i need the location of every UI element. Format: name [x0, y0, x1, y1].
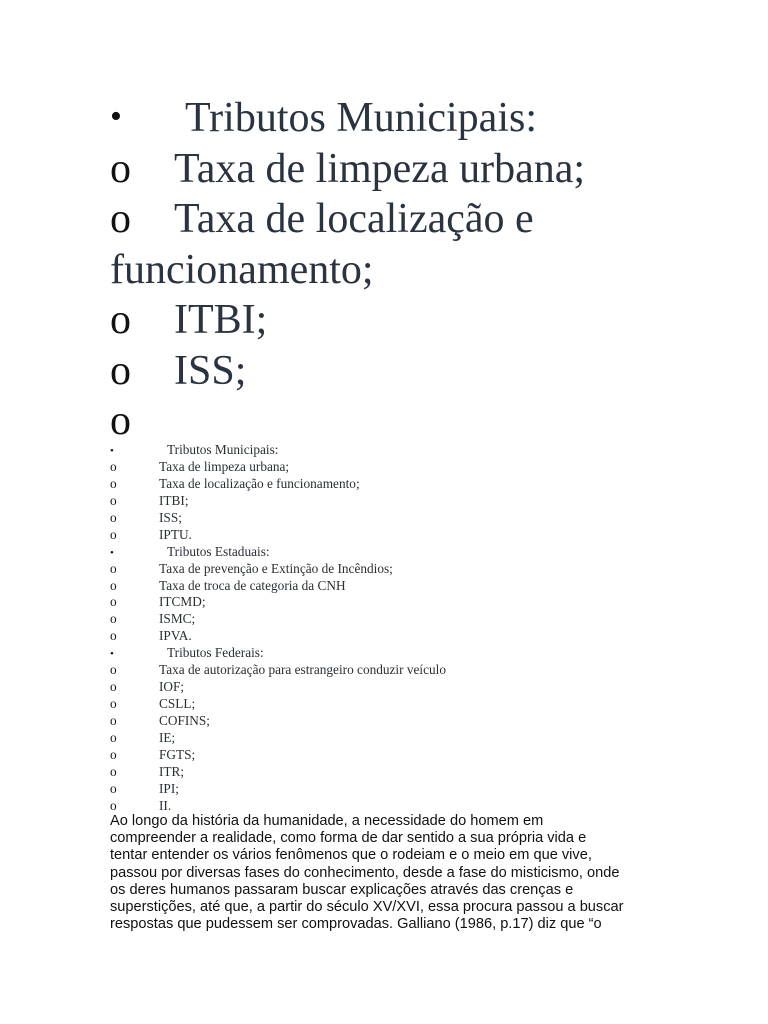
list-item: [110, 628, 670, 645]
list-item-text: Taxa de autorização para estrangeiro conduzir veículo: [159, 662, 447, 678]
list-item-text: ISMC;: [159, 611, 196, 627]
list-item-text: IPTU.: [159, 526, 192, 542]
list-item: [110, 493, 670, 510]
list-item-text: ITBI;: [174, 297, 268, 343]
sub-bullet-marker: o: [110, 145, 131, 192]
list-item: [110, 730, 670, 747]
list-item-text: Taxa de troca de categoria da CNH: [159, 577, 346, 593]
paragraph-line: os deres humanos passaram buscar explicações através das crenças e: [110, 881, 574, 898]
list-item-text: ISS;: [159, 509, 182, 525]
list-item-text: ITBI;: [159, 492, 189, 508]
large-tax-list: [110, 92, 730, 447]
list-item: [110, 713, 670, 730]
list-item-text: CSLL;: [159, 696, 196, 712]
list-item-text: II.: [159, 797, 172, 813]
list-item: [110, 510, 670, 527]
list-item-text: COFINS;: [159, 713, 210, 728]
sub-bullet-marker: o: [110, 492, 117, 508]
list-item: [110, 346, 730, 397]
list-item: [110, 764, 670, 781]
paragraph-line: superstições, até que, a partir do século XV/XVI, essa procura passou a buscar: [110, 899, 624, 916]
list-item: [110, 295, 730, 346]
list-heading: Tributos Federais:: [167, 645, 264, 661]
sub-bullet-marker: o: [110, 297, 131, 343]
sub-bullet-marker: o: [110, 594, 117, 610]
sub-bullet-marker: o: [110, 509, 117, 525]
list-heading: Tributos Municipais:: [167, 442, 279, 457]
sub-bullet-marker: o: [110, 696, 117, 712]
body-paragraph: [110, 813, 670, 933]
small-tax-list: [110, 442, 670, 815]
list-item: [110, 611, 670, 628]
list-item: [110, 747, 670, 764]
sub-bullet-marker: o: [110, 611, 117, 627]
sub-bullet-marker: o: [110, 458, 117, 474]
list-item: [110, 476, 670, 493]
list-item-text: Taxa de prevenção e Extinção de Incêndios;: [159, 560, 393, 576]
sub-bullet-marker: o: [110, 797, 117, 813]
bullet-marker: •: [110, 546, 114, 559]
list-item: [110, 578, 670, 595]
sub-bullet-marker: o: [110, 713, 117, 728]
sub-bullet-marker: o: [110, 662, 117, 678]
bullet-marker: •: [110, 445, 114, 457]
sub-bullet-marker: o: [110, 398, 131, 444]
list-item: [110, 459, 670, 476]
sub-bullet-marker: o: [110, 729, 117, 745]
sub-bullet-marker: o: [110, 526, 117, 542]
list-item: [110, 194, 730, 295]
paragraph-line: Ao longo da história da humanidade, a necessidade do homem em: [110, 813, 544, 829]
list-item-text: Taxa de localização e funcionamento;: [159, 475, 360, 491]
list-item: [110, 396, 730, 447]
list-heading: Tributos Municipais:: [185, 95, 537, 141]
sub-bullet-marker: o: [110, 196, 131, 242]
list-item: [110, 781, 670, 798]
sub-bullet-marker: o: [110, 628, 117, 644]
list-item-text: IOF;: [159, 679, 185, 695]
list-item-text: ISS;: [174, 347, 247, 394]
list-item-text: IE;: [159, 729, 176, 745]
paragraph-line: compreender a realidade, como forma de dar sentido a sua própria vida e: [110, 830, 587, 847]
list-item: [110, 527, 670, 544]
list-item-text: Taxa de limpeza urbana;: [159, 458, 290, 474]
list-item: [110, 561, 670, 578]
list-item: [110, 696, 670, 713]
sub-bullet-marker: o: [110, 347, 131, 394]
list-item-text: Taxa de limpeza urbana;: [174, 145, 586, 192]
list-heading-row: [110, 442, 670, 459]
sub-bullet-marker: o: [110, 577, 117, 593]
sub-bullet-marker: o: [110, 780, 117, 796]
list-heading-row: [110, 645, 670, 662]
bullet-marker: •: [110, 98, 122, 135]
list-heading-row: [110, 92, 730, 144]
sub-bullet-marker: o: [110, 746, 117, 762]
sub-bullet-marker: o: [110, 560, 117, 576]
paragraph-line: passou por diversas fases do conhecimento, desde a fase do misticismo, onde: [110, 864, 620, 881]
list-item: [110, 594, 670, 611]
list-heading: Tributos Estaduais:: [167, 543, 270, 559]
list-item: [110, 679, 670, 696]
sub-bullet-marker: o: [110, 679, 117, 695]
sub-bullet-marker: o: [110, 763, 117, 779]
list-item-text: ITR;: [159, 763, 185, 779]
list-item-text: IPI;: [159, 780, 179, 796]
list-heading-row: [110, 544, 670, 561]
list-item-text: FGTS;: [159, 746, 196, 762]
list-item-text: ITCMD;: [159, 594, 206, 610]
list-item: [110, 662, 670, 679]
list-item-text: Taxa de localização e funcionamento;: [110, 196, 534, 293]
bullet-marker: •: [110, 648, 114, 661]
paragraph-line: respostas que pudessem ser comprovadas. Galliano (1986, p.17) diz que “o: [110, 916, 602, 933]
list-item-text: IPVA.: [159, 628, 192, 644]
paragraph-line: tentar entender os vários fenômenos que o rodeiam e o meio em que vive,: [110, 847, 592, 864]
sub-bullet-marker: o: [110, 475, 117, 491]
list-item: [110, 144, 730, 195]
